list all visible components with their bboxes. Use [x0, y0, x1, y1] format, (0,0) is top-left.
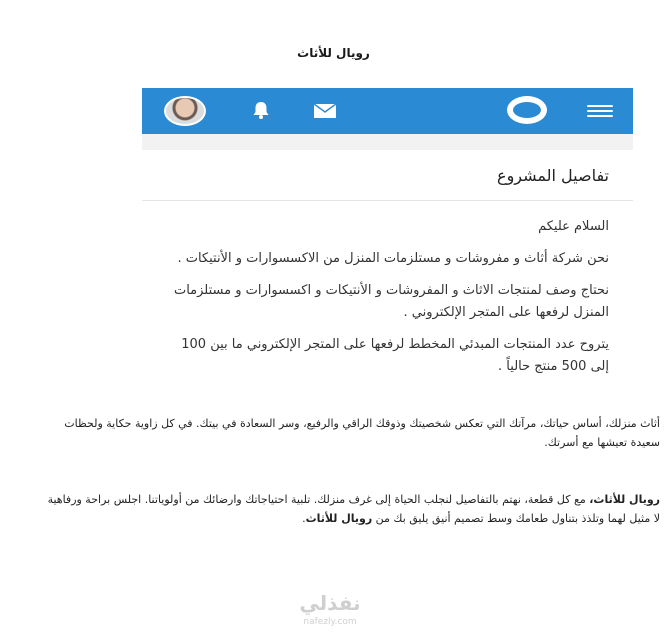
description-line: نحتاج وصف لمنتجات الاثاث و المفروشات و الأنتيكات و اكسسوارات و مستلزمات المنزل لرفعها على المتجر الإلكتروني .: [173, 283, 609, 320]
paragraph-2-text: مع كل قطعة، نهتم بالتفاصيل لنجلب الحياة إلى غرف منزلك. تلبية احتياجاتك وارضائك من أولوياتنا. اجلس براحة ورفاهية لا مثيل لهما وتلذذ بتناول طعامك وسط تصميم أنيق يليق بك من: [47, 493, 660, 525]
paragraph-1: أثاث منزلك، أساس حياتك، مرآتك التي تعكس شخصيتك وذوقك الراقي والرفيع، وسر السعادة في بيتك. في كل زاوية حكاية ولحظات سعيدة تعيشها مع أسرتك.: [64, 417, 660, 449]
paragraph-2: [40, 490, 660, 528]
sub-header-bar: [142, 134, 633, 150]
greeting-line: السلام عليكم: [538, 219, 609, 234]
description-line: يتروح عدد المنتجات المبدئي المخطط لرفعها على المتجر الإلكتروني ما بين 100 إلى 500 منتج حالياً .: [181, 337, 609, 374]
brand-name: رويال للأثاث: [305, 512, 373, 525]
watermark: نفذلي: [299, 591, 361, 615]
embedded-app-screenshot: [142, 88, 633, 408]
description-line: نحن شركة أثاث و مفروشات و مستلزمات المنزل من الاكسسوارات و الأنتيكات .: [177, 251, 609, 266]
project-details-title: تفاصيل المشروع: [497, 166, 609, 185]
user-avatar[interactable]: [164, 96, 206, 126]
watermark-url: nafezly.com: [303, 617, 357, 627]
bell-icon[interactable]: [251, 100, 271, 120]
logo-icon[interactable]: [507, 96, 547, 124]
project-description: [169, 216, 609, 388]
document-title: رويال للأثاث: [297, 46, 370, 60]
envelope-icon[interactable]: [314, 104, 336, 118]
divider: [142, 200, 633, 201]
paragraph-2-end: .: [302, 512, 306, 525]
hamburger-menu-icon[interactable]: [587, 105, 613, 117]
app-topbar: [142, 88, 633, 134]
brand-name: رويال للأثاث،: [589, 493, 660, 506]
